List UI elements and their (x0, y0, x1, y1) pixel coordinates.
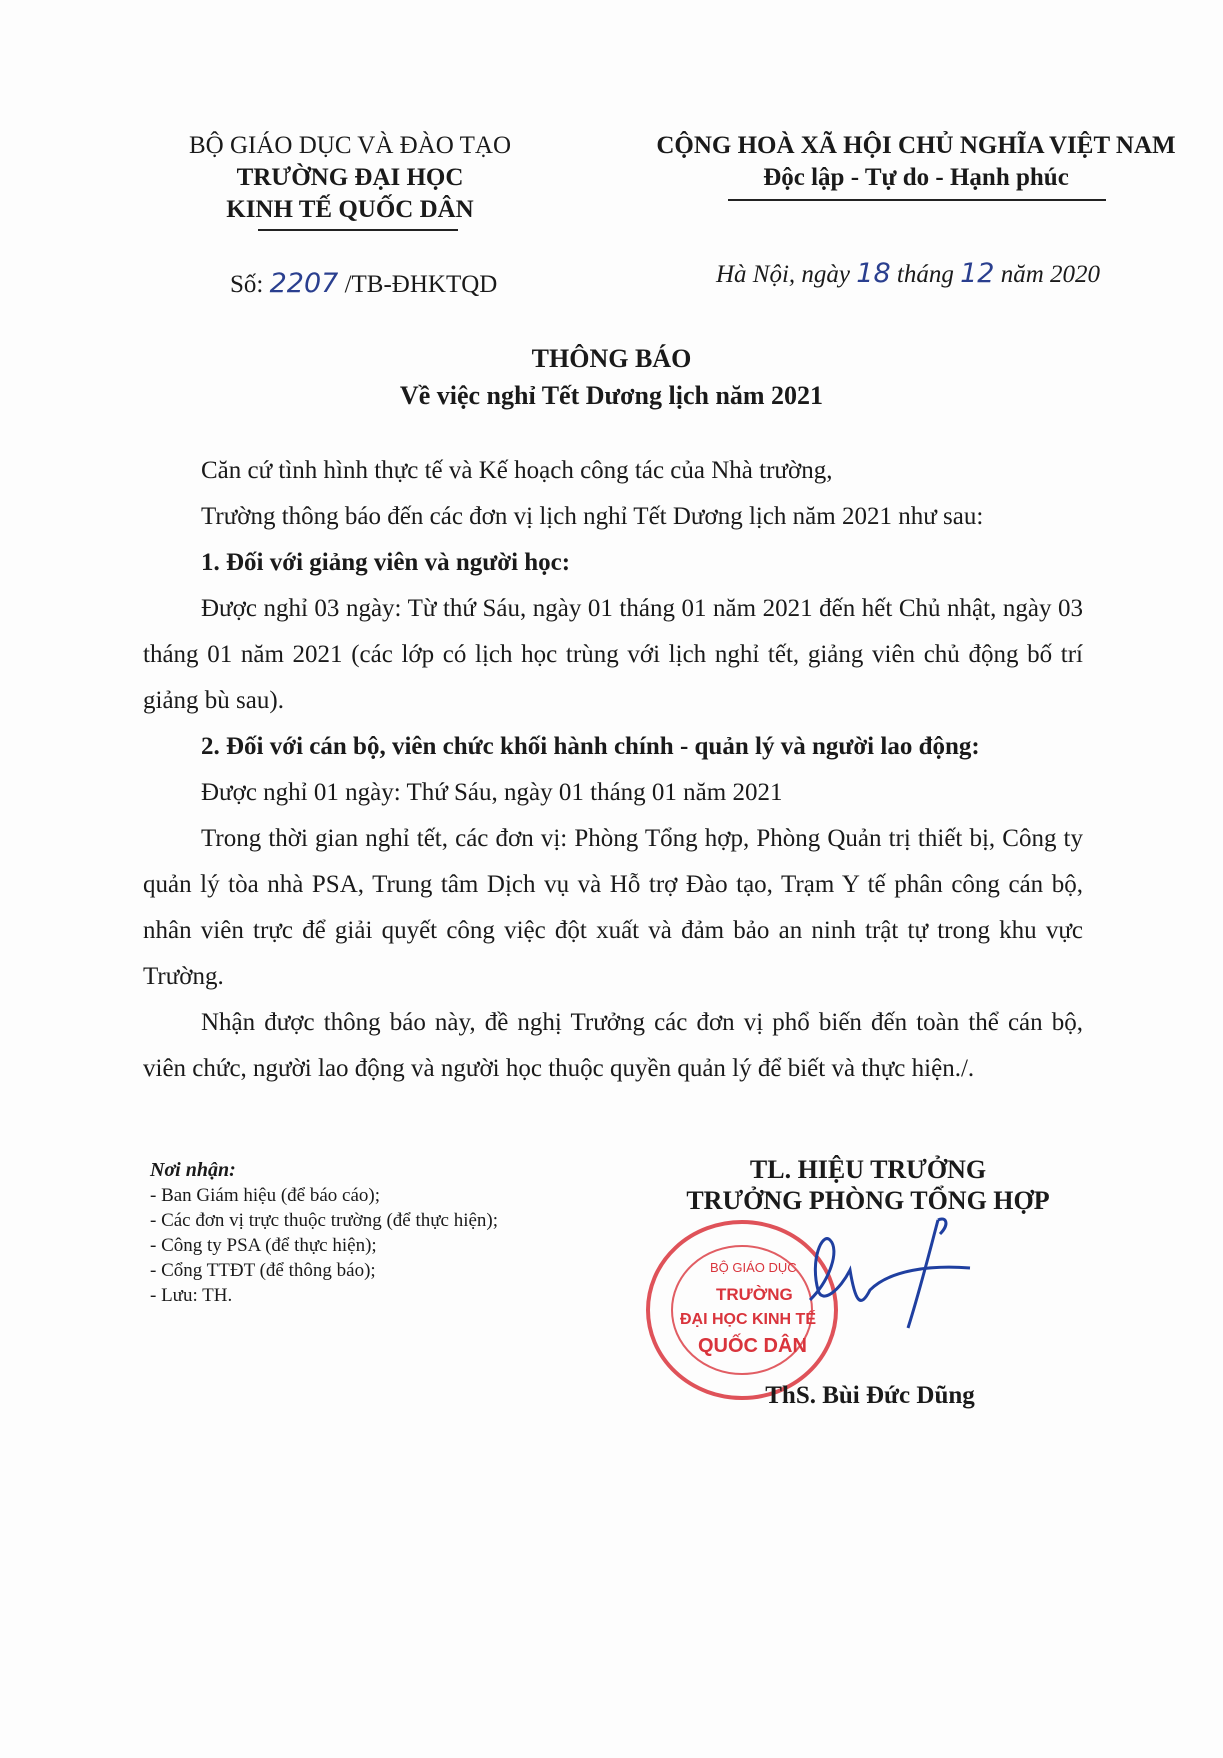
school-name-line1: TRƯỜNG ĐẠI HỌC (236, 164, 464, 191)
document-number (230, 268, 497, 299)
date-year: năm 2020 (1000, 261, 1101, 288)
recipient-item: - Ban Giám hiệu (để báo cáo); (150, 1185, 381, 1206)
section-heading-lecturers: 1. Đối với giảng viên và người học: (201, 549, 571, 576)
national-header (636, 130, 1196, 194)
ministry-name: BỘ GIÁO DỤC VÀ ĐÀO TẠO (189, 132, 511, 159)
date-place: Hà Nội, ngày (716, 261, 851, 288)
document-date (716, 258, 1100, 289)
section-heading-staff: 2. Đối với cán bộ, viên chức khối hành chính - quản lý và người lao động: (201, 733, 980, 760)
motto-underline (728, 199, 1106, 201)
school-name-line2: KINH TẾ QUỐC DÂN (226, 196, 474, 223)
body-paragraph-staff: Được nghỉ 01 ngày: Thứ Sáu, ngày 01 tháng 01 năm 2021 (201, 779, 783, 806)
recipient-item: - Cổng TTĐT (để thông báo); (150, 1260, 376, 1281)
signer-title-line1: TL. HIỆU TRƯỞNG (749, 1155, 987, 1184)
recipients-block (150, 1158, 630, 1308)
body-paragraph-intro: Trường thông báo đến các đơn vị lịch nghỉ Tết Dương lịch năm 2021 như sau: (201, 503, 984, 530)
doc-number-handwritten: 2207 (269, 268, 339, 299)
seal-text-line2: ĐẠI HỌC KINH TẾ (680, 1311, 816, 1328)
document-title: THÔNG BÁO (531, 344, 692, 373)
seal-ring-text: BỘ GIÁO DỤC (710, 1260, 797, 1275)
national-motto: Độc lập - Tự do - Hạnh phúc (763, 164, 1069, 191)
body-paragraph-basis: Căn cứ tình hình thực tế và Kế hoạch công tác của Nhà trường, (201, 457, 833, 484)
date-month-label: tháng (896, 261, 954, 288)
signer-name: ThS. Bùi Đức Dũng (765, 1382, 975, 1409)
seal-text-line3: QUỐC DÂN (698, 1335, 807, 1357)
document-subject: Về việc nghỉ Tết Dương lịch năm 2021 (399, 381, 824, 410)
doc-number-prefix: Số: (230, 271, 264, 298)
doc-number-suffix: /TB-ĐHKTQD (344, 271, 498, 298)
country-name: CỘNG HOÀ XÃ HỘI CHỦ NGHĨA VIỆT NAM (656, 132, 1176, 159)
body-paragraph-lecturers: Được nghỉ 03 ngày: Từ thứ Sáu, ngày 01 tháng 01 năm 2021 đến hết Chủ nhật, ngày 03 tháng 01 năm 2021 (các lớp có lịch học trùng với lịch nghỉ tết, giảng viên chủ động bố trí giảng bù sau). (143, 595, 1083, 714)
handwritten-signature (770, 1210, 1010, 1350)
date-day: 18 (856, 258, 891, 289)
body-paragraph-closing: Nhận được thông báo này, đề nghị Trưởng các đơn vị phổ biến đến toàn thể cán bộ, viên chức, người lao động và người học thuộc quyền quản lý để biết và thực hiện./. (143, 1009, 1083, 1082)
signer-title-line2: TRƯỞNG PHÒNG TỔNG HỢP (686, 1186, 1050, 1215)
recipient-item: - Các đơn vị trực thuộc trường (để thực hiện); (150, 1210, 499, 1231)
recipient-item: - Lưu: TH. (150, 1285, 233, 1306)
date-month: 12 (960, 258, 995, 289)
seal-text-line1: TRƯỜNG (716, 1285, 793, 1304)
issuer-underline (258, 229, 458, 231)
body-paragraph-duty: Trong thời gian nghỉ tết, các đơn vị: Phòng Tổng hợp, Phòng Quản trị thiết bị, Công ty quản lý tòa nhà PSA, Trung tâm Dịch vụ và Hỗ trợ Đào tạo, Trạm Y tế phân công cán bộ, nhân viên trực để giải quyết công việc đột xuất và đảm bảo an ninh trật tự trong khu vực Trường. (143, 825, 1083, 990)
recipient-item: - Công ty PSA (để thực hiện); (150, 1235, 377, 1256)
issuer-block (180, 130, 520, 226)
recipients-label: Nơi nhận: (150, 1159, 236, 1181)
